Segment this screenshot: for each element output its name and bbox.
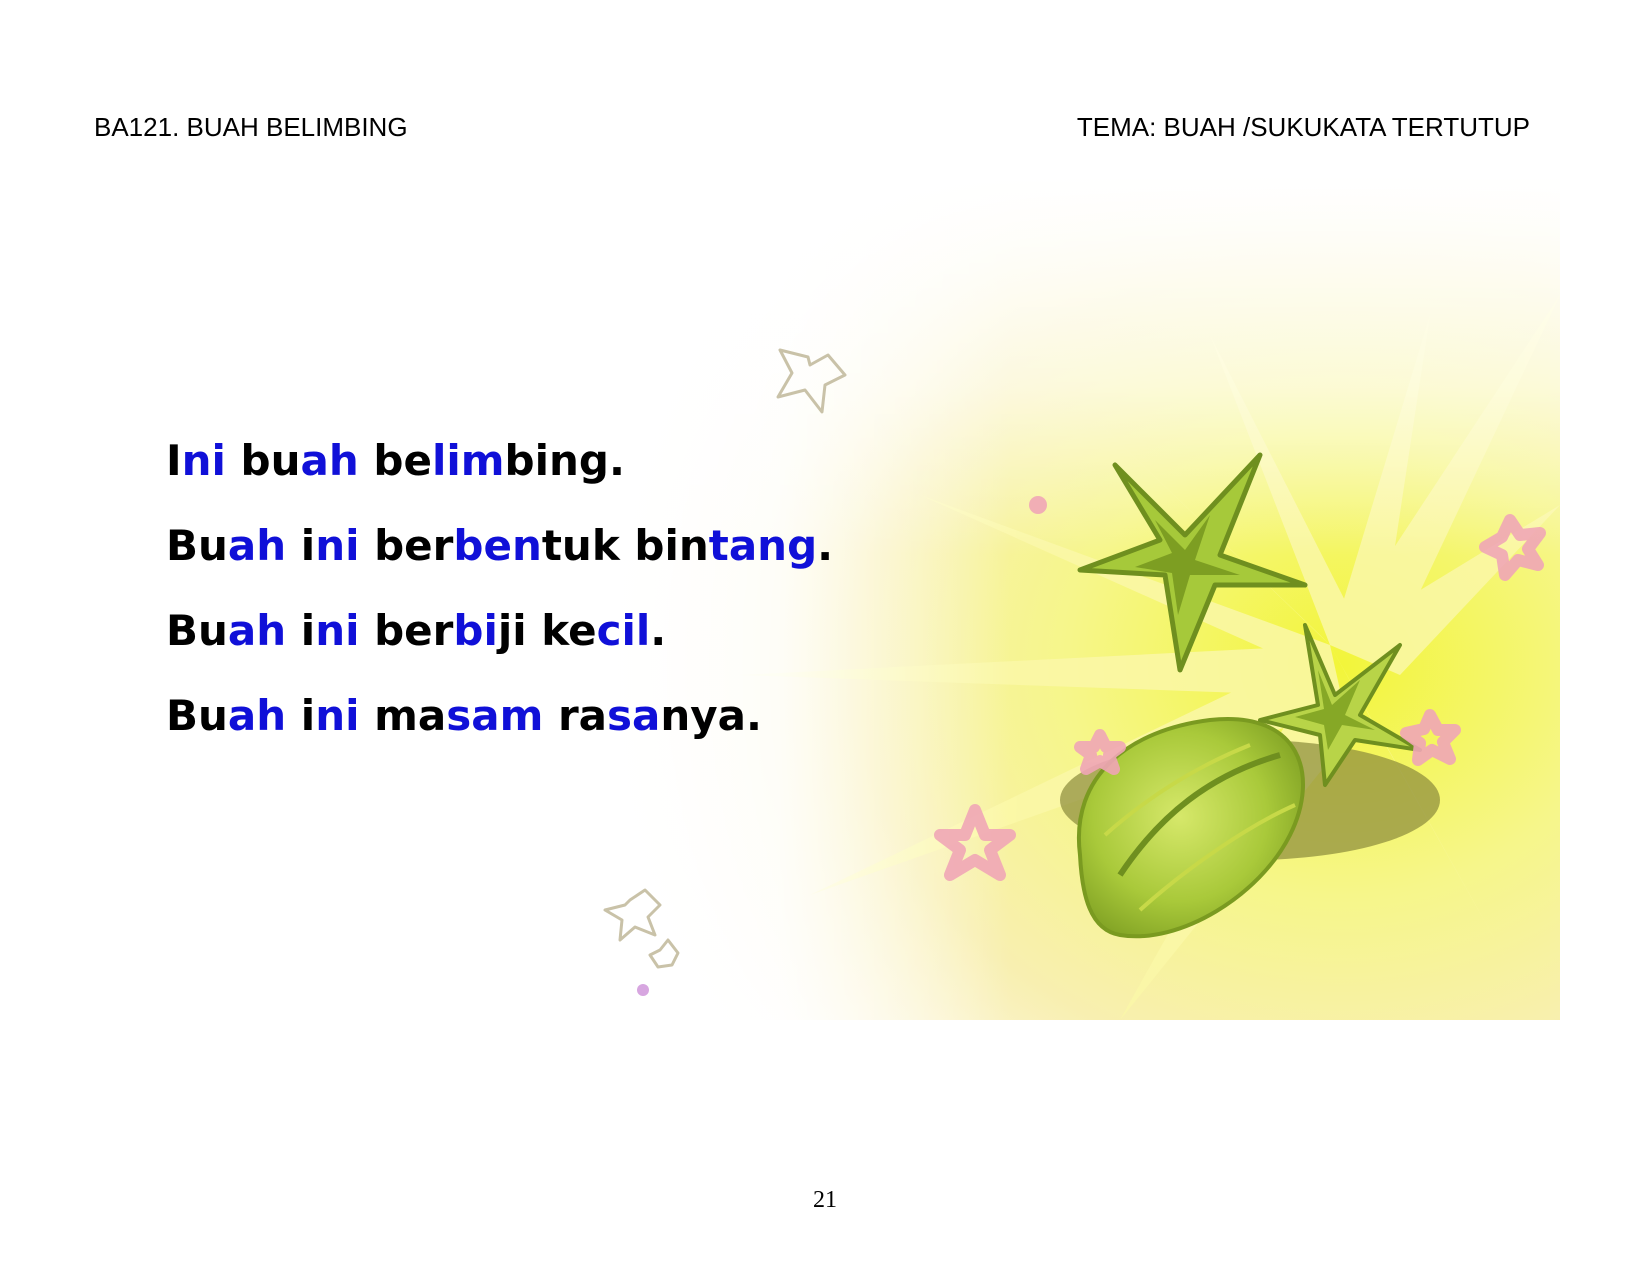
syllable: ji ke: [497, 606, 597, 655]
syllable-highlight: sa: [607, 691, 661, 740]
syllable: bu: [225, 436, 301, 485]
syllable-highlight: ni: [315, 521, 360, 570]
header-left-title: BA121. BUAH BELIMBING: [94, 112, 408, 142]
syllable: .: [817, 521, 834, 570]
syllable-highlight: ah: [300, 436, 359, 485]
syllable-highlight: bi: [453, 606, 498, 655]
syllable: i: [286, 691, 316, 740]
reading-passage: [166, 418, 833, 758]
syllable-highlight: ni: [181, 436, 226, 485]
sentence-3: [166, 588, 833, 673]
syllable: tuk bin: [541, 521, 709, 570]
syllable-highlight: ni: [315, 691, 360, 740]
syllable-highlight: tang: [708, 521, 818, 570]
page-header: [94, 112, 1530, 152]
syllable-highlight: ah: [227, 606, 287, 655]
sentence-4: [166, 673, 833, 758]
syllable: ber: [359, 521, 454, 570]
syllable: i: [286, 521, 316, 570]
syllable-highlight: lim: [431, 436, 505, 485]
syllable-highlight: ah: [227, 691, 287, 740]
syllable: bing.: [504, 436, 625, 485]
syllable-highlight: sam: [446, 691, 544, 740]
syllable: Bu: [166, 521, 228, 570]
syllable: ma: [359, 691, 447, 740]
syllable: ra: [543, 691, 608, 740]
syllable: I: [166, 436, 182, 485]
header-right-title: TEMA: BUAH /SUKUKATA TERTUTUP: [1076, 112, 1530, 142]
syllable: Bu: [166, 691, 228, 740]
syllable: be: [358, 436, 432, 485]
syllable-highlight: ben: [453, 521, 542, 570]
syllable: ber: [359, 606, 454, 655]
sentence-1: [166, 418, 833, 503]
page-number: 21: [813, 1187, 837, 1213]
sentence-2: [166, 503, 833, 588]
syllable: Bu: [166, 606, 228, 655]
syllable-highlight: cil: [596, 606, 651, 655]
syllable-highlight: ni: [315, 606, 360, 655]
syllable: nya.: [660, 691, 762, 740]
syllable: i: [286, 606, 316, 655]
syllable: .: [650, 606, 667, 655]
syllable-highlight: ah: [227, 521, 287, 570]
